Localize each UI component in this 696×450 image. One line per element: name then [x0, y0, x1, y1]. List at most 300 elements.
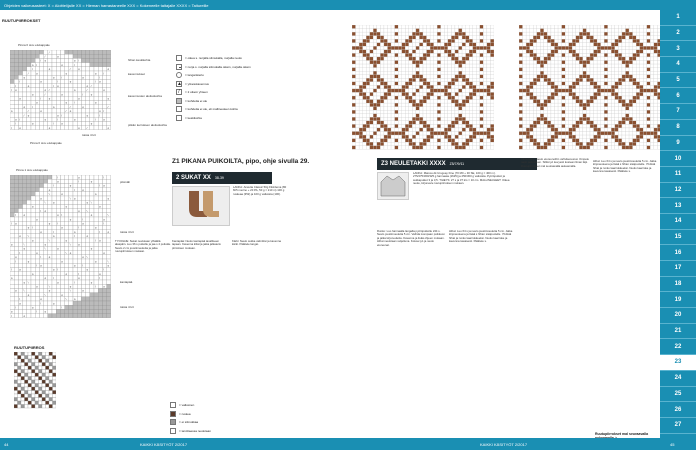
decrease-mark: \ [95, 239, 96, 243]
knit-cell [373, 132, 377, 136]
knit-cell [576, 68, 580, 72]
triangle-icon: ▲ [177, 80, 182, 87]
color-cell [42, 370, 46, 374]
chart-cell [90, 225, 94, 229]
knit-cell [597, 107, 601, 111]
chart-cell [27, 88, 31, 92]
knit-cell [480, 110, 484, 114]
knit-cell [490, 46, 494, 50]
section-tab-25[interactable]: 25 [660, 387, 696, 403]
chart-cell [60, 242, 64, 246]
knit-cell [430, 85, 434, 89]
knit-cell [523, 64, 527, 68]
knit-cell [533, 100, 537, 104]
empty-square-icon [176, 55, 182, 61]
knit-cell [487, 61, 491, 65]
section-tab-1[interactable]: 1 [660, 10, 696, 26]
knit-cell [380, 103, 384, 107]
knit-cell [647, 142, 651, 146]
chart-cell [65, 200, 69, 204]
knit-cell [388, 85, 392, 89]
knit-cell [391, 107, 395, 111]
knit-cell [608, 117, 612, 121]
knit-cell [654, 46, 658, 50]
knit-cell [604, 29, 608, 33]
knit-cell [366, 36, 370, 40]
yarnover-mark: o [40, 197, 42, 201]
knit-cell [363, 43, 367, 47]
knit-cell [629, 117, 633, 121]
chart-cell [77, 71, 81, 75]
knit-cell [466, 135, 470, 139]
knit-cell [601, 110, 605, 114]
knit-cell [611, 132, 615, 136]
chart-cell [10, 204, 14, 208]
knit-cell [462, 46, 466, 50]
chart-cell [77, 200, 81, 204]
knit-cell [647, 107, 651, 111]
knit-cell [643, 75, 647, 79]
chart-cell [10, 305, 14, 309]
knit-cell [437, 75, 441, 79]
knit-cell [370, 82, 374, 86]
knit-cell [544, 68, 548, 72]
knit-cell [377, 107, 381, 111]
chart-cell [65, 255, 69, 259]
knit-cell [391, 114, 395, 118]
section-tab-9[interactable]: 9 [660, 136, 696, 152]
knit-cell [633, 128, 637, 132]
knit-cell [473, 43, 477, 47]
knit-cell [622, 32, 626, 36]
knit-cell [629, 46, 633, 50]
chart-cell [107, 314, 111, 318]
chart-cell [23, 301, 27, 305]
chart-cell [31, 209, 35, 213]
chart-cell [94, 301, 98, 305]
knit-cell [526, 135, 530, 139]
knit-cell [391, 82, 395, 86]
chart-cell [98, 259, 102, 263]
knit-cell [384, 78, 388, 82]
knit-cell [430, 68, 434, 72]
knit-cell [384, 64, 388, 68]
knit-cell [391, 61, 395, 65]
chart-cell [48, 314, 52, 318]
chart-cell [73, 293, 77, 297]
knit-cell [562, 29, 566, 33]
chart-cell [77, 297, 81, 301]
chart-cell [44, 63, 48, 67]
knit-cell [594, 135, 598, 139]
section-tab-26[interactable]: 26 [660, 402, 696, 418]
knit-cell [650, 128, 654, 132]
chart-cell [81, 126, 85, 130]
knit-cell [395, 75, 399, 79]
knit-cell [555, 29, 559, 33]
knit-cell [476, 61, 480, 65]
knit-cell [395, 121, 399, 125]
knit-cell [633, 107, 637, 111]
decrease-mark: / [32, 68, 33, 72]
knit-cell [370, 146, 374, 150]
knit-cell [572, 71, 576, 75]
chart-cell [107, 63, 111, 67]
chart-cell [31, 306, 35, 313]
knit-cell [633, 139, 637, 143]
chart-cell [65, 246, 69, 250]
knit-cell [569, 128, 573, 132]
section-tab-3[interactable]: 3 [660, 41, 696, 57]
knit-cell [519, 57, 523, 61]
chart-cell [10, 192, 14, 196]
chart-cell [65, 259, 69, 263]
section-tab-7[interactable]: 7 [660, 104, 696, 120]
chart1-label-1: hihan keskikohta [128, 58, 151, 62]
knit-cell [469, 139, 473, 143]
knit-cell [451, 146, 455, 150]
knit-cell [469, 114, 473, 118]
color-cell [32, 384, 36, 388]
knit-cell [441, 25, 445, 29]
chart-cell [18, 280, 22, 284]
knit-cell [647, 36, 651, 40]
knit-cell [405, 96, 409, 100]
chart-cell [27, 100, 31, 104]
knit-cell [569, 124, 573, 128]
knit-cell [647, 139, 651, 143]
knit-cell [565, 142, 569, 146]
chart-cell [35, 204, 39, 208]
section-tab-12[interactable]: 12 [660, 183, 696, 199]
chart-cell [94, 217, 98, 221]
knit-cell [384, 128, 388, 132]
chart-cell [73, 314, 77, 318]
knit-cell [562, 53, 566, 57]
knit-cell [419, 50, 423, 54]
chart-cell [102, 126, 106, 130]
chart-cell [52, 209, 56, 213]
section-tab-23[interactable]: 23 [660, 355, 696, 371]
knit-cell [466, 124, 470, 128]
chart-cell [69, 209, 73, 213]
chart-cell [60, 272, 64, 276]
knit-cell [366, 29, 370, 33]
knit-cell [398, 43, 402, 47]
knit-cell [487, 100, 491, 104]
knit-cell [597, 39, 601, 43]
chart-cell [14, 272, 18, 276]
knit-cell [462, 68, 466, 72]
knit-cell [622, 36, 626, 40]
knit-cell [604, 142, 608, 146]
knit-cell [459, 39, 463, 43]
knit-cell [441, 146, 445, 150]
knit-cell [388, 46, 392, 50]
knit-cell [629, 142, 633, 146]
knit-cell [622, 82, 626, 86]
knit-cell [455, 114, 459, 118]
chart-cell [94, 196, 98, 200]
knit-cell [583, 114, 587, 118]
section-tab-6[interactable]: 6 [660, 88, 696, 104]
knit-cell [412, 57, 416, 61]
knit-cell [377, 75, 381, 79]
knit-cell [608, 29, 612, 33]
footer-label-left: KAIKKI KÄSITYÖT 2/2017 [140, 442, 188, 447]
color-cell [32, 405, 36, 409]
knit-cell [604, 89, 608, 93]
knit-cell [380, 96, 384, 100]
chart-cell [14, 188, 18, 192]
chart-cell [77, 121, 81, 125]
knit-cell [373, 29, 377, 33]
knit-cell [490, 78, 494, 82]
chart-cell [27, 288, 31, 292]
knit-cell [586, 103, 590, 107]
knit-cell [526, 142, 530, 146]
knit-cell [533, 29, 537, 33]
chart-cell [107, 280, 111, 284]
knit-cell [597, 50, 601, 54]
chart-cell [56, 63, 60, 67]
knit-cell [583, 25, 587, 29]
color-cell [53, 398, 57, 402]
knit-cell [373, 78, 377, 82]
knit-cell [633, 103, 637, 107]
knit-cell [370, 100, 374, 104]
knit-cell [565, 71, 569, 75]
knit-cell [490, 135, 494, 139]
knit-cell [473, 117, 477, 121]
knit-cell [473, 103, 477, 107]
chart-cell [31, 246, 35, 250]
section-tab-19[interactable]: 19 [660, 292, 696, 308]
chart-cell [56, 109, 60, 113]
knit-cell [618, 114, 622, 118]
color-cell [35, 384, 39, 388]
section-tab-20[interactable]: 20 [660, 308, 696, 324]
chart-cell [107, 58, 111, 62]
knit-cell [370, 132, 374, 136]
knit-cell [650, 139, 654, 143]
yarnover-mark: o [48, 126, 51, 130]
chart-cell [73, 79, 77, 83]
knit-cell [419, 39, 423, 43]
section-tab-8[interactable]: 8 [660, 120, 696, 136]
knit-cell [572, 85, 576, 89]
chart-cell [86, 242, 90, 246]
knit-cell [476, 124, 480, 128]
knit-cell [370, 32, 374, 36]
knit-cell [540, 36, 544, 40]
knit-cell [416, 36, 420, 40]
knit-cell [395, 146, 399, 150]
chart-cell [18, 213, 22, 217]
decrease-mark: \ [61, 214, 63, 218]
chart-cell [23, 96, 27, 100]
knit-cell [650, 68, 654, 72]
chart-cell [14, 179, 18, 183]
knit-cell [391, 103, 395, 107]
yarnover-mark: o [57, 247, 59, 251]
section-tab-22[interactable]: 22 [660, 339, 696, 355]
knit-cell [615, 57, 619, 61]
knit-cell [359, 96, 363, 100]
chart-cell [77, 288, 81, 292]
knit-cell [366, 78, 370, 82]
section-tab-4[interactable]: 4 [660, 57, 696, 73]
knit-cell [530, 71, 534, 75]
chart-cell [90, 88, 94, 92]
knit-cell [434, 32, 438, 36]
knit-cell [615, 96, 619, 100]
knit-cell [473, 142, 477, 146]
yarnover-mark: o [27, 226, 30, 230]
knit-cell [430, 128, 434, 132]
section-tab-5[interactable]: 5 [660, 73, 696, 89]
chart-cell [65, 126, 69, 130]
chart-cell [86, 301, 90, 305]
knit-cell [583, 68, 587, 72]
chart-cell [98, 100, 102, 104]
section-tab-16[interactable]: 16 [660, 245, 696, 261]
knit-cell [530, 36, 534, 40]
chart-cell [60, 79, 64, 83]
knit-cell [444, 132, 448, 136]
knit-cell [650, 107, 654, 111]
knit-cell [636, 92, 640, 96]
section-tab-2[interactable]: 2 [660, 26, 696, 42]
chart-cell [102, 75, 106, 79]
yarnover-mark: o [82, 222, 84, 226]
yarnover-mark: o [95, 101, 97, 105]
chart-cell [18, 288, 22, 292]
chart-cell [44, 225, 48, 229]
knit-cell [562, 124, 566, 128]
knit-cell [388, 100, 392, 104]
knit-cell [636, 100, 640, 104]
knit-cell [356, 75, 360, 79]
knit-cell [373, 25, 377, 29]
chart-cell [77, 204, 81, 208]
knit-cell [430, 43, 434, 47]
section-tab-18[interactable]: 18 [660, 277, 696, 293]
knit-cell [444, 117, 448, 121]
chart-cell [18, 284, 22, 288]
yarnover-mark: o [103, 89, 105, 93]
difficulty-legend: Ohjeiden vaikeusasteet: X = Aloittelijalle XX = Hieman harrastaneelle XXX = Kokeneelle taitajalle XXXX = Taitureille [4, 2, 209, 8]
chart-cell [81, 200, 85, 204]
chart-cell [94, 88, 98, 92]
knit-cell [611, 82, 615, 86]
knit-cell [473, 132, 477, 136]
chart-cell [81, 293, 85, 297]
chart-cell [18, 255, 22, 259]
knit-cell [448, 57, 452, 61]
knit-cell [640, 114, 644, 118]
knit-cell [622, 142, 626, 146]
knit-cell [558, 46, 562, 50]
section-tab-24[interactable]: 24 [660, 371, 696, 387]
yarnover-mark: o [78, 277, 80, 281]
knit-cell [530, 57, 534, 61]
chart-cell [81, 121, 85, 125]
knit-cell [398, 117, 402, 121]
knit-cell [547, 142, 551, 146]
knit-cell [594, 96, 598, 100]
knit-cell [405, 89, 409, 93]
knit-cell [462, 75, 466, 79]
knit-cell [615, 32, 619, 36]
knit-cell [388, 121, 392, 125]
knit-cell [476, 53, 480, 57]
knit-cell [544, 50, 548, 54]
knit-cell [398, 50, 402, 54]
section-tab-17[interactable]: 17 [660, 261, 696, 277]
knit-cell [633, 142, 637, 146]
knit-cell [427, 139, 431, 143]
section-tab-14[interactable]: 14 [660, 214, 696, 230]
yarnover-mark: o [11, 243, 13, 247]
chart-cell [44, 183, 48, 187]
knit-cell [533, 82, 537, 86]
knit-cell [412, 124, 416, 128]
chart-cell [27, 79, 31, 83]
section-tab-11[interactable]: 11 [660, 167, 696, 183]
knit-cell [462, 107, 466, 111]
knit-cell [359, 139, 363, 143]
chart-cell [23, 183, 27, 187]
knit-cell [601, 39, 605, 43]
knit-cell [594, 71, 598, 75]
chart-cell [73, 251, 77, 255]
color-cell [39, 394, 43, 398]
color-cell [39, 391, 43, 395]
chart-cell [60, 50, 64, 54]
knit-cell [473, 121, 477, 125]
section-tab-15[interactable]: 15 [660, 230, 696, 246]
section-tab-13[interactable]: 13 [660, 198, 696, 214]
section-tab-10[interactable]: 10 [660, 151, 696, 167]
section-tab-27[interactable]: 27 [660, 418, 696, 434]
knit-cell [608, 92, 612, 96]
knit-cell [388, 103, 392, 107]
knit-cell [636, 25, 640, 29]
knit-cell [626, 142, 630, 146]
knit-cell [611, 139, 615, 143]
chart-cell [69, 225, 73, 229]
chart-cell [77, 221, 81, 225]
knit-cell [480, 103, 484, 107]
knit-cell [572, 43, 576, 47]
chart-cell [44, 71, 48, 75]
knit-cell [444, 71, 448, 75]
chart-cell [98, 71, 105, 76]
knit-cell [487, 36, 491, 40]
knit-cell [437, 146, 441, 150]
knit-cell [469, 82, 473, 86]
knit-cell [423, 82, 427, 86]
knit-cell [352, 39, 356, 43]
chart-cell [107, 192, 111, 196]
section-tab-21[interactable]: 21 [660, 324, 696, 340]
chart-cell [10, 234, 14, 238]
knit-cell [466, 128, 470, 132]
knit-cell [380, 100, 384, 104]
chart-cell [77, 54, 81, 58]
knit-cell [441, 39, 445, 43]
